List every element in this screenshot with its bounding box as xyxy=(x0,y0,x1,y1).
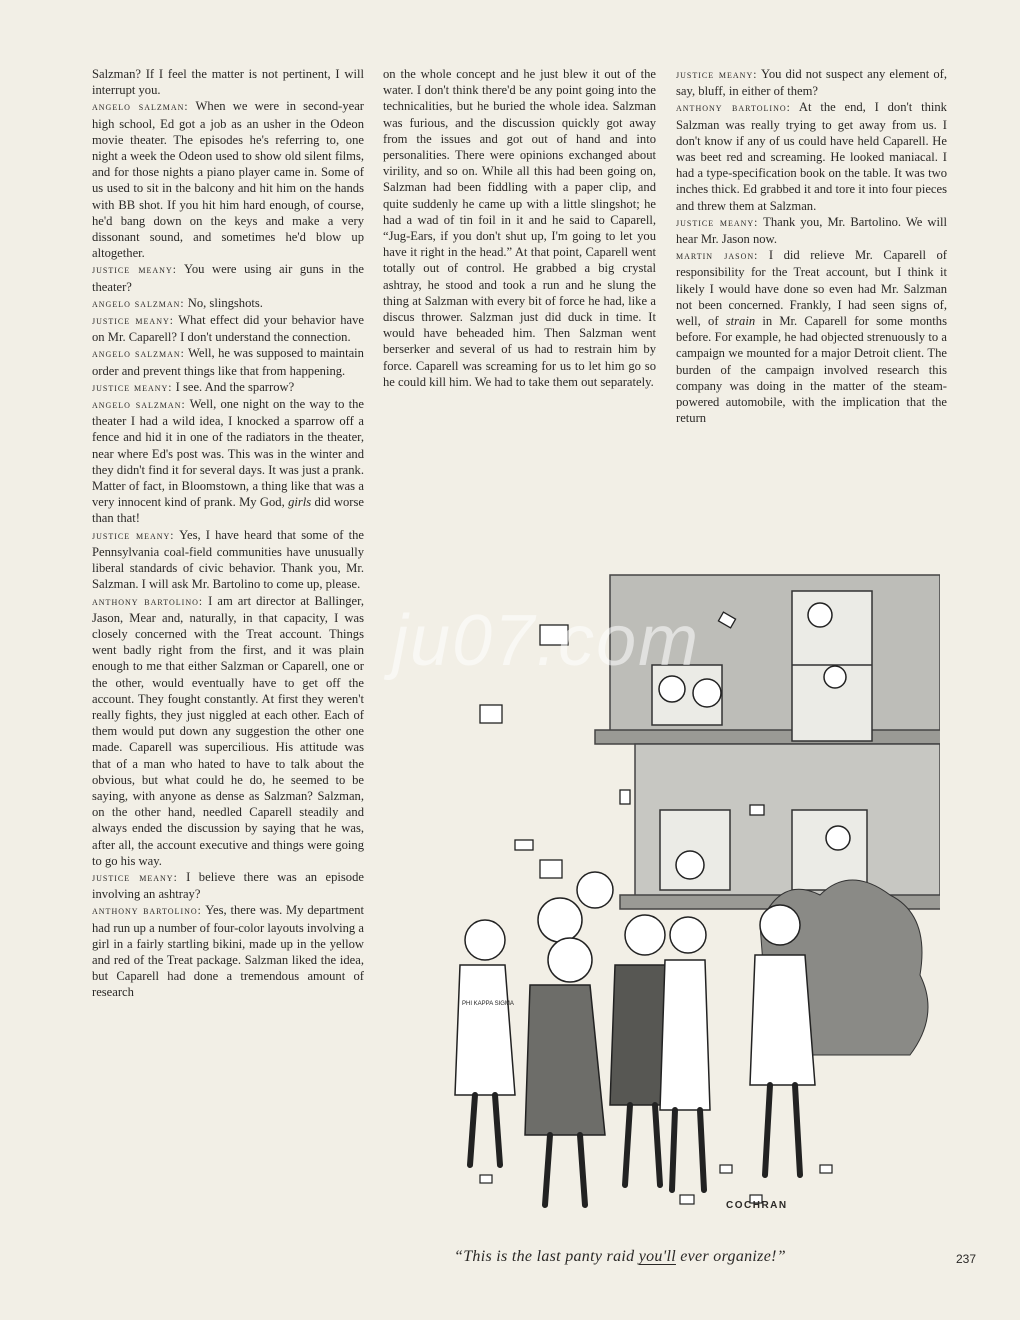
speaker-name: justice meany: xyxy=(92,871,178,884)
speaker-name: angelo salzman: xyxy=(92,348,185,361)
italic-word: strain xyxy=(725,314,756,329)
paragraph-text: I am art director at Ballinger, Jason, Mear and, naturally, in that capacity, I was closely concerned with the Treat account. Things went badly right from the first, and it was plain enough to me that either Salzman or Caparell, one or the other, would eventually have to get off the account. They fought constantly. At first they weren't really fights, they just niggled at each other. Each of them would put down any suggestion the other one made. Caparell was supercilious. His attitude was that of a man who hated to have to talk about the obvious, but what could he do, he seemed to be saying, with anyone as dense as Salzman? Salzman, on the other hand, needled Caparell steadily and always ended the discussion by saying that he was, after all, the account executive and things were going to go his way. xyxy=(92,593,364,868)
paragraph xyxy=(676,247,947,426)
paragraph-text: Salzman? If I feel the matter is not pertinent, I will interrupt you. xyxy=(92,67,364,98)
cartoon-illustration xyxy=(420,565,940,1233)
paragraph xyxy=(92,66,364,98)
speaker-name: martin jason: xyxy=(676,250,759,263)
paragraph-text: At the end, I don't think Salzman was really trying to get away from us. I don't know if any of us could have held Caparell. He was beet red and screaming. He looked maniacal. I had a type-specification book on the table. It was two inches thick. Ed grabbed it and tore it into four pieces and threw them at Salzman. xyxy=(676,100,947,213)
paragraph xyxy=(92,345,364,378)
paragraph xyxy=(92,312,364,345)
cartoon-caption xyxy=(454,1248,904,1266)
paragraph xyxy=(92,527,364,593)
paragraph-text: Thank you, Mr. Bartolino. We will hear Mr. Jason now. xyxy=(676,214,947,247)
speaker-name: justice meany: xyxy=(92,264,177,277)
paragraph-text: You were using air guns in the theater? xyxy=(92,262,364,294)
paragraph-text: You did not suspect any element of, say, bluff, in either of them? xyxy=(676,67,947,99)
paragraph-text: Well, one night on the way to the theater I had a wild idea, I knocked a sparrow off a fence and hid it in one of the radiators in the theater, near where Ed's post was. This was in the winter and they didn't find it for several days. It was just a prank. Matter of fact, in Bloomstown, a thing like that was a very innocent kind of prank. My God, xyxy=(92,397,364,510)
speaker-name: justice meany: xyxy=(92,381,173,394)
paragraph xyxy=(92,396,364,527)
paragraph-text: I believe there was an episode involving an ashtray? xyxy=(92,869,364,902)
paragraph xyxy=(92,902,364,1000)
caption-start: “This is the last panty raid xyxy=(454,1248,639,1265)
paragraph xyxy=(92,379,364,396)
speaker-name: justice meany: xyxy=(92,315,174,328)
speaker-name: angelo salzman: xyxy=(92,101,189,114)
text-column-2 xyxy=(383,66,656,390)
paragraph-text-tail: in Mr. Caparell for some months before. For example, he had objected strenuously to a campaign we mounted for a major Detroit client. The burden of the campaign involved research this company was doing in the matter of the steam-powered automobile, with the implication that the return xyxy=(676,314,948,426)
text-column-1 xyxy=(92,66,364,1001)
paragraph-text: Yes, there was. My department had run up a number of four-color layouts involving a girl in a fairly startling bikini, made up in the yellow and red of the Treat package. Salzman liked the idea, but Caparell had done a tremendous amount of research xyxy=(92,903,364,1000)
italic-word: girls xyxy=(288,495,312,510)
paragraph-text: on the whole concept and he just blew it out of the water. I don't think there'd be any point going into the technicalities, but he buried the whole idea. Salzman was furious, and the discussion quickly got away from the issues and got out of hand and into personalities. There were opinions exchanged about virility, and so on. While all this had been going on, Salzman had been fiddling with a paper clip, and quite suddenly he came up with a little slingshot; he had a wad of tin foil in it and he said to Caparell, “Jug-Ears, if you don't shut up, I'm going to let you have it right in the head.” At that point, Caparell went totally out of control. He grabbed a big crystal ashtray, he stood and took a run and he slung the thing at Salzman with every bit of force he had, like a discus thrower. Salzman just did duck in time. It would have beheaded him. Then Salzman went berserker and several of us had to restrain him by force. Caparell was screaming for us to let him go so he could kill him. We had to take them out separately. xyxy=(383,67,656,389)
paragraph xyxy=(92,98,364,261)
paragraph xyxy=(92,593,364,869)
speaker-name: justice meany: xyxy=(92,529,175,542)
caption-underlined-word: you'll xyxy=(638,1248,676,1265)
paragraph-text: Yes, I have heard that some of the Pennsylvania coal-field communities have unusually liberal standards of civic behavior. Thank you, Mr. Salzman. I will ask Mr. Bartolino to come up, please. xyxy=(92,527,364,592)
paragraph xyxy=(676,214,947,247)
artist-signature: COCHRAN xyxy=(726,1200,788,1211)
speaker-name: angelo salzman: xyxy=(92,297,185,310)
paragraph xyxy=(676,99,947,213)
paragraph-text: When we were in second-year high school, Ed got a job as an usher in the Odeon movie theater. The episodes he's referring to, one night a week the Odeon used to show old silent films, and for those nights a piano player came in. Some of us used to sit in the balcony and hit him on the hands with BB shot. If you hit him hard enough, of course, he'd bang down on the keys and make a very dissonant sound, and sometimes he'd blow up altogether. xyxy=(92,99,364,261)
sweater-lettering: PHI KAPPA SIGMA xyxy=(462,1001,514,1007)
paragraph-text: No, slingshots. xyxy=(184,295,263,310)
speaker-name: justice meany: xyxy=(676,69,758,81)
caption-end: ever organize!” xyxy=(675,1248,786,1265)
paragraph xyxy=(676,66,947,99)
paragraph xyxy=(383,66,656,390)
paragraph-text: Well, he was supposed to maintain order and prevent things like that from happening. xyxy=(92,346,364,378)
paragraph-text: I see. And the sparrow? xyxy=(172,379,295,394)
speaker-name: justice meany: xyxy=(676,216,759,229)
paragraph xyxy=(92,261,364,294)
paragraph xyxy=(92,869,364,902)
paragraph-text: What effect did your behavior have on Mr. Caparell? I don't understand the connection. xyxy=(92,313,365,345)
speaker-name: anthony bartolino: xyxy=(676,102,791,115)
paragraph-text: I did relieve Mr. Caparell of responsibility for the Treat account, but I think it likely I would have done so even had Mr. Salzman not been concerned. Frankly, I had seen signs of, well, of xyxy=(676,248,947,329)
speaker-name: angelo salzman: xyxy=(92,399,186,412)
speaker-name: anthony bartolino: xyxy=(92,595,204,608)
page-number: 237 xyxy=(956,1252,977,1266)
text-column-3 xyxy=(676,66,947,426)
watermark: ju07.com xyxy=(392,601,701,681)
speaker-name: anthony bartolino: xyxy=(92,905,202,918)
paragraph-text-tail: did worse than that! xyxy=(92,495,364,526)
paragraph xyxy=(92,295,364,312)
